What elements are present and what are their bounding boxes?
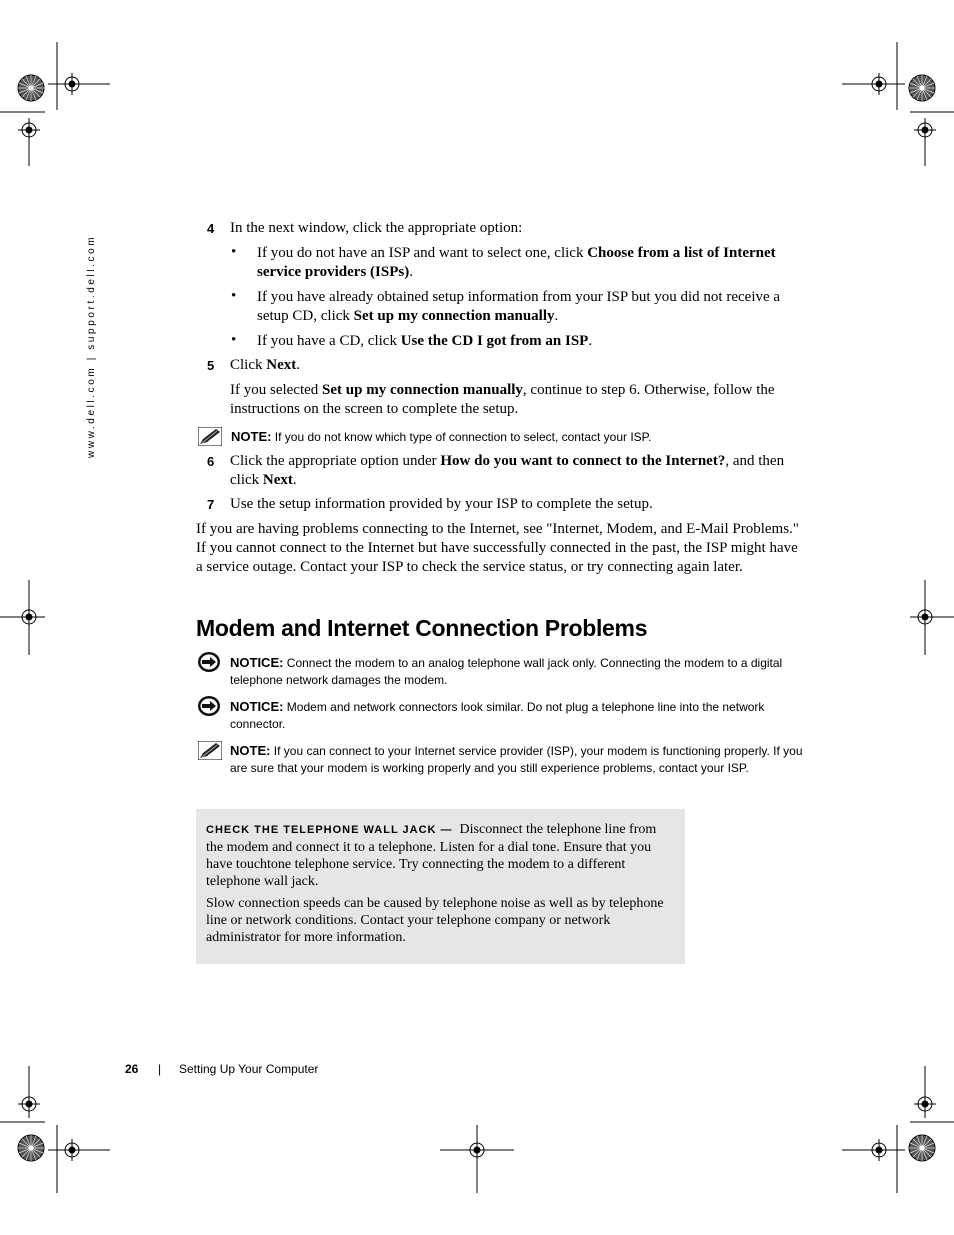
list-item: If you have already obtained setup information from your ISP but you did not receive a setup CD, click Set up my connection manually. (257, 289, 781, 324)
notice: NOTICE: Connect the modem to an analog telephone wall jack only. Connecting the modem to a digital telephone network damages the modem. (230, 655, 783, 687)
notice-arrow-icon (197, 695, 221, 717)
starburst-mark-icon (909, 75, 935, 101)
troubleshooting-box (196, 809, 685, 964)
step-paragraph: If you selected Set up my connection manually, continue to step 6. Otherwise, follow the instructions on the screen to complete the setup. (230, 382, 775, 417)
starburst-mark-icon (18, 1135, 44, 1161)
list-item: If you have a CD, click Use the CD I got from an ISP. (257, 333, 593, 349)
note: NOTE: If you can connect to your Internet service provider (ISP), your modem is functioning properly. If you are sure that your modem is working properly and you still experience problems, contact your ISP. (230, 743, 803, 775)
step-text: In the next window, click the appropriate option: (230, 220, 523, 236)
sidebar-url: www.dell.com | support.dell.com (86, 234, 97, 458)
note: NOTE: If you do not know which type of connection to select, contact your ISP. (231, 429, 652, 444)
starburst-mark-icon (909, 1135, 935, 1161)
step-text: Click the appropriate option under How do you want to connect to the Internet?, and then click Next. (230, 453, 785, 488)
notice: NOTICE: Modem and network connectors look similar. Do not plug a telephone line into the network connector. (230, 699, 765, 731)
list-item: If you do not have an ISP and want to select one, click Choose from a list of Internet service providers (ISPs). (257, 245, 776, 280)
step-text: Use the setup information provided by your ISP to complete the setup. (230, 496, 653, 512)
step-number: 6 (207, 454, 215, 469)
chapter-title: Setting Up Your Computer (179, 1062, 319, 1076)
section-title: Modem and Internet Connection Problems (196, 615, 648, 641)
bullet: • (231, 288, 237, 304)
callout-paragraph: CHECK THE TELEPHONE WALL JACK — Disconnect the telephone line from the modem and connect it to a telephone. Listen for a dial tone. Ensure that you have touchtone telephone service. Try connecting the modem to a different telephone wall jack. (206, 822, 657, 889)
page-number: 26 (125, 1062, 139, 1076)
footer-separator: | (158, 1062, 162, 1076)
starburst-mark-icon (18, 75, 44, 101)
step-text: Click Next. (230, 357, 300, 373)
step-number: 5 (207, 358, 215, 373)
note-pencil-icon (198, 741, 222, 760)
body-paragraph: If you are having problems connecting to the Internet, see "Internet, Modem, and E-Mail Problems." If you cannot connect to the Internet but have successfully connected in the past, the ISP might have a service outage. Contact your ISP to check the service status, or try connecting again later. (196, 521, 799, 575)
notice-arrow-icon (197, 651, 221, 673)
step-number: 4 (207, 221, 215, 236)
bullet: • (231, 244, 237, 260)
note-pencil-icon (198, 427, 222, 446)
bullet: • (231, 332, 237, 348)
step-number: 7 (207, 497, 215, 512)
callout-paragraph: Slow connection speeds can be caused by telephone noise as well as by telephone line or network conditions. Contact your telephone company or network administrator for more information. (206, 896, 664, 945)
callout-heading: CHECK THE TELEPHONE WALL JACK — (206, 824, 453, 836)
